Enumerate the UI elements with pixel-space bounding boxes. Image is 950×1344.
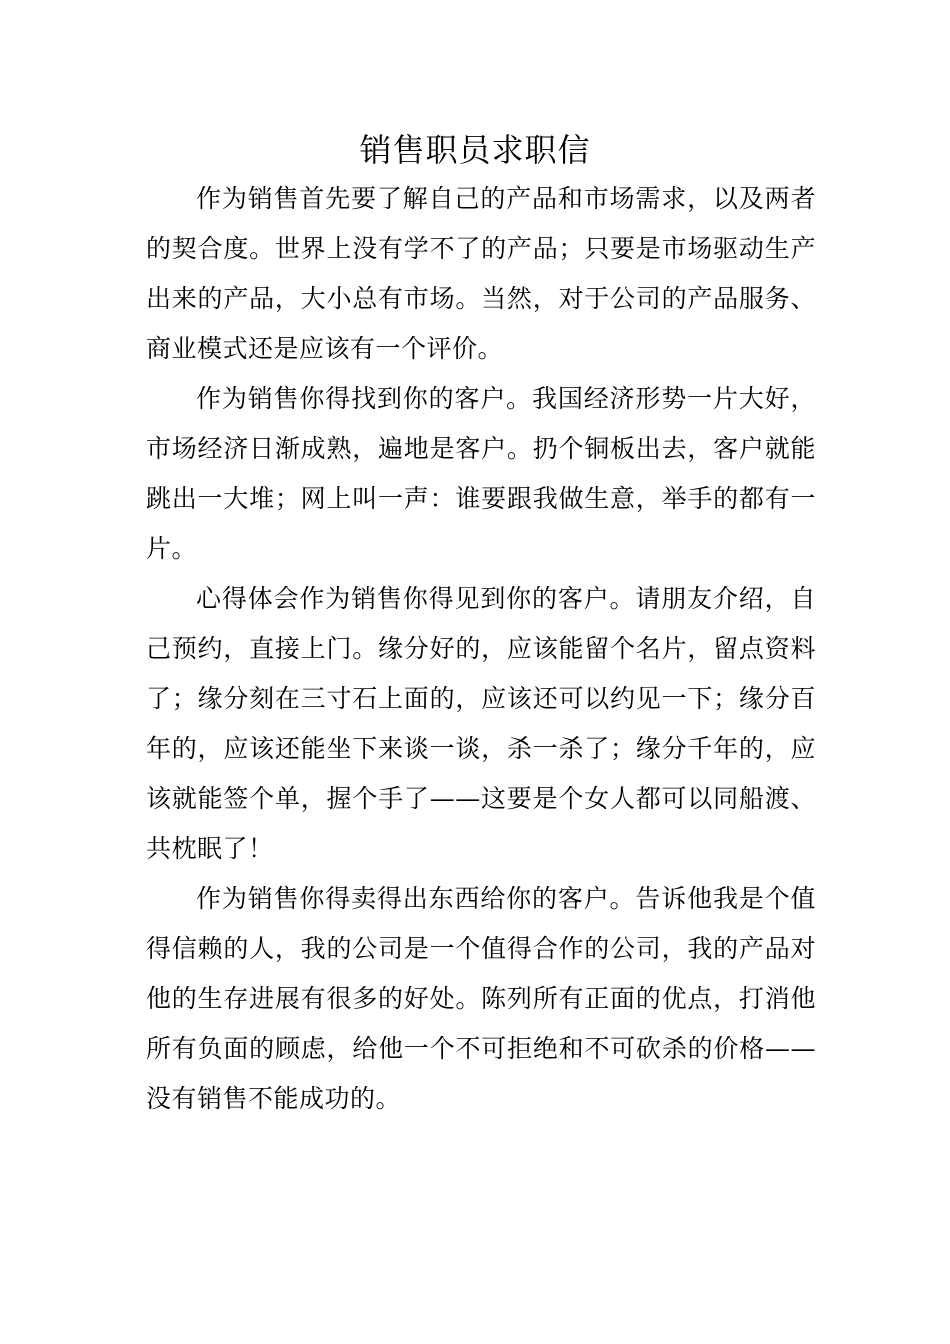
paragraph-1: 作为销售首先要了解自己的产品和市场需求，以及两者的契合度。世界上没有学不了的产品；只要是市场驱动生产出来的产品，大小总有市场。当然，对于公司的产品服务、商业模式还是应该有一个评价。 <box>146 184 816 363</box>
document-title: 销售职员求职信 <box>359 131 591 169</box>
paragraph-2: 作为销售你得找到你的客户。我国经济形势一片大好，市场经济日渐成熟，遍地是客户。扔个铜板出去，客户就能跳出一大堆；网上叫一声：谁要跟我做生意，举手的都有一片。 <box>146 384 816 563</box>
document-body <box>146 174 816 1124</box>
paragraph-4: 作为销售你得卖得出东西给你的客户。告诉他我是个值得信赖的人，我的公司是一个值得合作的公司，我的产品对他的生存进展有很多的好处。陈列所有正面的优点，打消他所有负面的顾虑，给他一个不可拒绝和不可砍杀的价格——没有销售不能成功的。 <box>146 884 816 1113</box>
paragraph-3: 心得体会作为销售你得见到你的客户。请朋友介绍，自己预约，直接上门。缘分好的，应该能留个名片，留点资料了；缘分刻在三寸石上面的，应该还可以约见一下；缘分百年的，应该还能坐下来谈一谈，杀一杀了；缘分千年的，应该就能签个单，握个手了——这要是个女人都可以同船渡、共枕眠了！ <box>146 584 816 863</box>
